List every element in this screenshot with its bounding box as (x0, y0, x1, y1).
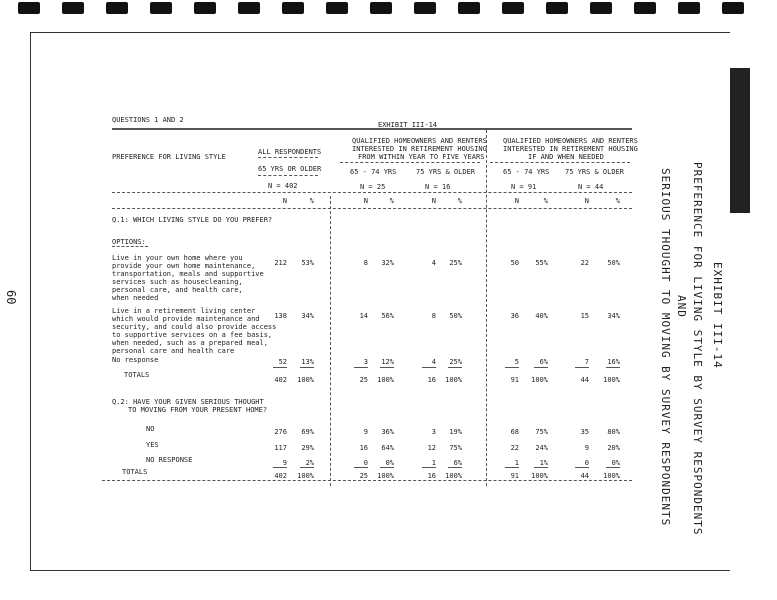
all-n-label: N = 402 (268, 182, 298, 190)
q2-cell: 24% (535, 444, 548, 452)
n-column-header: N (282, 197, 287, 205)
g2-n-b: N = 44 (578, 183, 604, 191)
q2-cell: 9 (584, 444, 589, 452)
q2-total-cell: 44 (580, 472, 589, 480)
q1-total-cell: 100% (297, 376, 314, 384)
q2-cell: 36% (381, 428, 394, 436)
column-header-rule (112, 208, 632, 209)
q1-cell: 4 (431, 259, 436, 267)
underline (490, 162, 630, 163)
q2-cell: 69% (301, 428, 314, 436)
binder-hole (678, 2, 700, 14)
q2-option-label: NO RESPONSE (146, 456, 193, 464)
q2-total-cell: 91 (510, 472, 519, 480)
q1-cell: 14 (359, 312, 368, 320)
binder-hole (326, 2, 348, 14)
page-number: 60 (4, 290, 18, 305)
binder-hole (370, 2, 392, 14)
q2-cell: 64% (381, 444, 394, 452)
total-rule (354, 367, 368, 368)
total-rule (354, 467, 368, 468)
underline (258, 175, 318, 176)
q2-cell: 35 (580, 428, 589, 436)
header-rule (112, 128, 632, 130)
q1-option-label: services such as housecleaning, (112, 278, 243, 286)
q1-cell: 36 (510, 312, 519, 320)
underline (112, 246, 148, 247)
q1-cell: 5 (514, 358, 519, 366)
q1-cell: 4 (431, 358, 436, 366)
q1-cell: 22 (580, 259, 589, 267)
q1-cell: 52 (278, 358, 287, 366)
group2-line-2: INTERESTED IN RETIREMENT HOUSING (503, 145, 638, 153)
q1-total-cell: 402 (274, 376, 287, 384)
binder-hole (18, 2, 40, 14)
binder-hole (634, 2, 656, 14)
q1-option-label: Live in a retirement living center (112, 307, 256, 315)
underline (340, 162, 480, 163)
q1-option-label: to supportive services on a fee basis, (112, 331, 273, 339)
n-column-header: N (431, 197, 436, 205)
exhibit-label: EXHIBIT III-14 (378, 121, 438, 129)
q1-total-cell: 44 (580, 376, 589, 384)
q2-cell: 20% (607, 444, 620, 452)
row-header-label: PREFERENCE FOR LIVING STYLE (112, 153, 226, 161)
q1-cell: 40% (535, 312, 548, 320)
total-rule (422, 467, 436, 468)
q1-cell: 25% (449, 259, 462, 267)
q1-cell: 34% (607, 312, 620, 320)
q2-cell: 1% (539, 459, 548, 467)
binder-hole (62, 2, 84, 14)
pct-column-header: % (457, 197, 462, 205)
pct-column-header: % (389, 197, 394, 205)
pct-column-header: % (309, 197, 314, 205)
total-rule (273, 367, 287, 368)
g1-age-b: 75 YRS & OLDER (416, 168, 476, 176)
header-bottom-rule (112, 192, 632, 193)
total-rule (505, 467, 519, 468)
q1-cell: 32% (381, 259, 394, 267)
q2-cell: 22 (510, 444, 519, 452)
q2-question-line-2: TO MOVING FROM YOUR PRESENT HOME? (128, 406, 268, 414)
q1-cell: 16% (607, 358, 620, 366)
q2-option-label: NO (146, 425, 155, 433)
total-rule (273, 467, 287, 468)
q2-question-line-1: Q.2: HAVE YOUR GIVEN SERIOUS THOUGHT (112, 398, 264, 406)
q1-option-label: when needed (112, 294, 159, 302)
q2-total-cell: 100% (297, 472, 314, 480)
g2-age-b: 75 YRS & OLDER (565, 168, 625, 176)
q2-cell: 16 (359, 444, 368, 452)
q2-total-cell: 25 (359, 472, 368, 480)
q1-cell: 8 (363, 259, 368, 267)
total-rule (448, 467, 462, 468)
total-rule (575, 367, 589, 368)
q1-options: OPTIONS: (112, 238, 146, 246)
side-title-exhibit: EXHIBIT III-14 (711, 262, 724, 369)
total-rule (422, 367, 436, 368)
group1-line-2: INTERESTED IN RETIREMENT HOUSING (352, 145, 487, 153)
q2-cell: 75% (449, 444, 462, 452)
q2-cell: 19% (449, 428, 462, 436)
binder-hole (414, 2, 436, 14)
q1-total-cell: 25 (359, 376, 368, 384)
q2-cell: 117 (274, 444, 287, 452)
side-title-line-2: PREFERENCE FOR LIVING STYLE BY SURVEY RESPONDENTS (691, 162, 704, 536)
q2-cell: 80% (607, 428, 620, 436)
page-border-top (30, 32, 730, 33)
side-tab-marker (730, 68, 750, 213)
q1-total-cell: 100% (377, 376, 394, 384)
binder-hole (150, 2, 172, 14)
q2-total-cell: 100% (445, 472, 462, 480)
q2-total-cell: 16 (427, 472, 436, 480)
total-rule (380, 467, 394, 468)
q1-cell: 138 (274, 312, 287, 320)
group1-line-3: FROM WITHIN YEAR TO FIVE YEARS (358, 153, 485, 161)
q1-total-cell: 16 (427, 376, 436, 384)
q2-cell: 1 (514, 459, 519, 467)
binder-hole (590, 2, 612, 14)
q1-total-cell: 100% (445, 376, 462, 384)
q1-cell: 53% (301, 259, 314, 267)
q2-cell: 6% (453, 459, 462, 467)
q1-option-label: Live in your own home where you (112, 254, 243, 262)
q1-option-label: which would provide maintenance and (112, 315, 260, 323)
q1-cell: 8 (431, 312, 436, 320)
pct-column-header: % (543, 197, 548, 205)
total-rule (534, 367, 548, 368)
q1-option-label: transportation, meals and supportive (112, 270, 264, 278)
q2-cell: 3 (431, 428, 436, 436)
q1-total-cell: 100% (603, 376, 620, 384)
g1-n-b: N = 16 (425, 183, 451, 191)
group2-line-3: IF AND WHEN NEEDED (528, 153, 604, 161)
q1-cell: 50 (510, 259, 519, 267)
q2-cell: 0% (385, 459, 394, 467)
q1-total-cell: 100% (531, 376, 548, 384)
q1-cell: 50% (449, 312, 462, 320)
pct-column-header: % (615, 197, 620, 205)
total-rule (534, 467, 548, 468)
all-respondents-label: ALL RESPONDENTS (258, 148, 322, 156)
side-title-line-4: SERIOUS THOUGHT TO MOVING BY SURVEY RESPONDENTS (659, 168, 672, 527)
total-rule (300, 467, 314, 468)
q1-option-label: security, and could also provide access (112, 323, 277, 331)
q2-option-label: YES (146, 441, 159, 449)
q1-cell: 13% (301, 358, 314, 366)
underline (258, 157, 318, 158)
q2-cell: 9 (282, 459, 287, 467)
q2-total-cell: 100% (377, 472, 394, 480)
q1-question: Q.1: WHICH LIVING STYLE DO YOU PREFER? (112, 216, 273, 224)
n-column-header: N (363, 197, 368, 205)
all-age-label: 65 YRS OR OLDER (258, 165, 322, 173)
binder-hole (106, 2, 128, 14)
q1-cell: 50% (607, 259, 620, 267)
q2-total-cell: 402 (274, 472, 287, 480)
q1-cell: 6% (539, 358, 548, 366)
binder-hole (546, 2, 568, 14)
q1-option-label: provide your own home maintenance, (112, 262, 256, 270)
group-separator (330, 196, 331, 486)
q2-cell: 9 (363, 428, 368, 436)
group2-line-1: QUALIFIED HOMEOWNERS AND RENTERS (503, 137, 638, 145)
binder-hole (238, 2, 260, 14)
binder-hole (458, 2, 480, 14)
total-rule (448, 367, 462, 368)
n-column-header: N (584, 197, 589, 205)
binder-hole (722, 2, 744, 14)
group1-line-1: QUALIFIED HOMEOWNERS AND RENTERS (352, 137, 487, 145)
page-border-left (30, 32, 31, 570)
q1-total-cell: 91 (510, 376, 519, 384)
q1-cell: 12% (381, 358, 394, 366)
total-rule (380, 367, 394, 368)
q1-cell: 25% (449, 358, 462, 366)
n-column-header: N (514, 197, 519, 205)
total-rule (300, 367, 314, 368)
total-rule (575, 467, 589, 468)
total-rule (505, 367, 519, 368)
q1-cell: 55% (535, 259, 548, 267)
q1-option-label: when needed, such as a prepared meal, (112, 339, 268, 347)
q2-cell: 68 (510, 428, 519, 436)
q2-cell: 12 (427, 444, 436, 452)
q1-option-label: personal care, and health care, (112, 286, 243, 294)
q2-total-cell: 100% (531, 472, 548, 480)
q2-total-cell: 100% (603, 472, 620, 480)
total-rule (606, 467, 620, 468)
q1-option-label: personal care and health care (112, 347, 235, 355)
q1-cell: 56% (381, 312, 394, 320)
binder-holes (0, 2, 777, 16)
q2-cell: 75% (535, 428, 548, 436)
questions-label: QUESTIONS 1 AND 2 (112, 116, 184, 124)
g2-age-a: 65 - 74 YRS (503, 168, 550, 176)
q2-cell: 1 (431, 459, 436, 467)
q2-cell: 0 (584, 459, 589, 467)
q2-cell: 29% (301, 444, 314, 452)
q1-totals-label: TOTALS (124, 371, 150, 379)
g1-age-a: 65 - 74 YRS (350, 168, 397, 176)
binder-hole (502, 2, 524, 14)
g1-n-a: N = 25 (360, 183, 386, 191)
page-border-bottom (30, 570, 730, 571)
q2-cell: 2% (305, 459, 314, 467)
q2-cell: 0 (363, 459, 368, 467)
g2-n-a: N = 91 (511, 183, 537, 191)
table-bottom-rule (102, 480, 632, 481)
total-rule (606, 367, 620, 368)
binder-hole (282, 2, 304, 14)
q2-cell: 0% (611, 459, 620, 467)
q1-option-label: No response (112, 356, 159, 364)
binder-hole (194, 2, 216, 14)
q2-cell: 276 (274, 428, 287, 436)
q1-cell: 34% (301, 312, 314, 320)
q1-cell: 212 (274, 259, 287, 267)
q2-totals-label: TOTALS (122, 468, 148, 476)
q1-cell: 7 (584, 358, 589, 366)
q1-cell: 3 (363, 358, 368, 366)
side-title-and: AND (675, 295, 688, 318)
q1-cell: 15 (580, 312, 589, 320)
